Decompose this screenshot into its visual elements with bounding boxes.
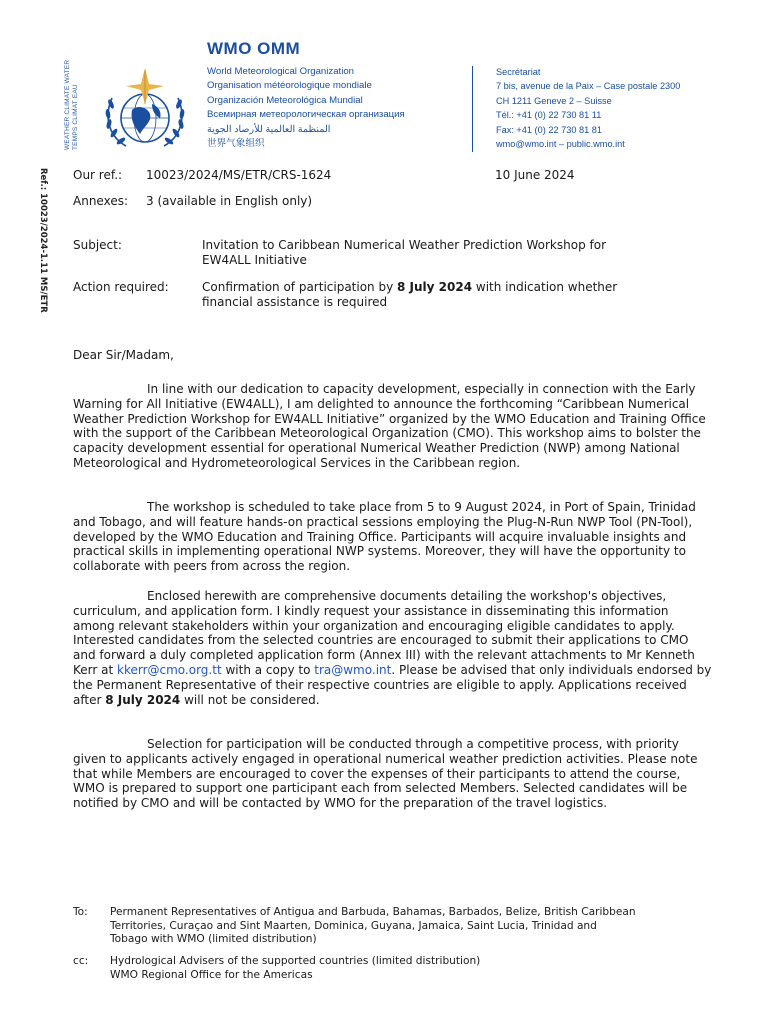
side-reference: Ref.: 10023/2024-1.11 MS/ETR: [38, 168, 48, 313]
paragraph-3: [73, 589, 713, 707]
org-name-fr: Organisation météorologique mondiale: [207, 80, 372, 92]
letter-date: 10 June 2024: [495, 168, 575, 182]
salutation: Dear Sir/Madam,: [73, 348, 174, 362]
subject-label: Subject:: [73, 238, 122, 252]
subject-line-2: EW4ALL Initiative: [202, 253, 307, 267]
cc-line-1: Hydrological Advisers of the supported countries (limited distribution): [110, 955, 481, 967]
paragraph-2-text: The workshop is scheduled to take place from 5 to 9 August 2024, in Port of Spain, Trinidad and Tobago, and will feature hands-on practical sessions employing the Plug-N-Run NWP Tool (PN-Tool), developed by the WMO Education and Training Office. Participants will acquire invaluable insights and practical skills in implementing operational NWP systems. Moreover, they will have the opportunity to collaborate with peers from across the region.: [73, 500, 696, 574]
to-line-2: Territories, Curaçao and Sint Maarten, Dominica, Guyana, Jamaica, Saint Lucia, Trinidad and: [110, 919, 597, 932]
p3-part-b: with a copy to: [221, 662, 315, 677]
vertical-motto: [64, 58, 90, 150]
org-name-zh: 世界气象组织: [207, 138, 265, 150]
secretariat-phone: Tél.: +41 (0) 22 730 81 11: [496, 110, 602, 121]
action-line-2: financial assistance is required: [202, 295, 388, 309]
motto-french: TEMPS CLIMAT EAU: [72, 84, 79, 150]
p3-part-a: Enclosed herewith are comprehensive documents detailing the workshop's objectives, curriculum, and application form. I kindly request your assistance in disseminating this information among relevant stakeholders within your organization and encouraging eligible candidates to apply. Interested candidates from the selected countries are encouraged to submit their applications to CMO and forward a duly completed application form (Annex III) with the relevant attachments to Mr Kenneth Kerr at: [73, 589, 695, 677]
paragraph-1: [73, 382, 713, 471]
org-name-es: Organización Meteorológica Mundial: [207, 94, 363, 106]
cc-line-2: WMO Regional Office for the Americas: [110, 968, 313, 981]
org-name-ar: المنظمة العالمية للأرصاد الجوية: [207, 123, 331, 135]
subject-line-1: Invitation to Caribbean Numerical Weather Prediction Workshop for: [202, 238, 606, 252]
action-post: with indication whether: [472, 280, 618, 294]
action-label: Action required:: [73, 280, 169, 294]
motto-english: WEATHER CLIMATE WATER: [64, 59, 71, 150]
our-ref-label: Our ref.:: [73, 168, 123, 182]
paragraph-3-text: [73, 589, 713, 707]
secretariat-title: Secrétariat: [496, 67, 541, 77]
paragraph-4: [73, 737, 713, 811]
org-name-en: World Meteorological Organization: [207, 66, 354, 77]
cmo-email-link[interactable]: kkerr@cmo.org.tt: [117, 662, 222, 677]
action-pre: Confirmation of participation by: [202, 280, 398, 294]
paragraph-1-text: In line with our dedication to capacity development, especially in connection with the Early Warning for All Initiative (EW4ALL), I am delighted to announce the forthcoming “Caribbean Numerical Weather Prediction Workshop for EW4ALL Initiative” organized by the WMO Education and Training Office with the support of the Caribbean Meteorological Organization (CMO). This workshop aims to bolster the capacity development essential for operational Numerical Weather Prediction (NWP) among National Meteorological and Hydrometeorological Services in the Caribbean region.: [73, 382, 706, 470]
wmo-emblem-icon: [92, 64, 198, 156]
cc-label: cc:: [73, 955, 89, 967]
org-name-ru: Всемирная метеорологическая организация: [207, 109, 405, 121]
to-label: To:: [73, 906, 88, 918]
secretariat-city: CH 1211 Geneve 2 – Suisse: [496, 95, 612, 106]
application-deadline: 8 July 2024: [105, 692, 181, 707]
annexes-value: 3 (available in English only): [146, 194, 313, 208]
p3-part-d: will not be considered.: [180, 692, 320, 707]
secretariat-address: [496, 65, 680, 151]
brand-title: WMO OMM: [207, 39, 301, 58]
paragraph-2: [73, 500, 713, 574]
our-ref-value: 10023/2024/MS/ETR/CRS-1624: [146, 168, 332, 182]
organization-names: [207, 65, 407, 151]
to-line-1: Permanent Representatives of Antigua and Barbuda, Bahamas, Barbados, Belize, British Caribbean: [110, 906, 636, 918]
paragraph-4-text: Selection for participation will be conducted through a competitive process, with priority given to applicants actively engaged in operational numerical weather prediction activities. Please note that while Members are encouraged to cover the expenses of their participants to attend the course, WMO is prepared to support one participant each from selected Members. Selected candidates will be notified by CMO and will be contacted by WMO for the preparation of the travel logistics.: [73, 737, 698, 811]
wmo-email-link[interactable]: tra@wmo.int: [314, 662, 392, 677]
to-recipients: [110, 906, 730, 947]
header-divider: [472, 66, 473, 152]
action-deadline: 8 July 2024: [397, 280, 473, 294]
cc-recipients: [110, 955, 730, 982]
action-line-1: [202, 280, 617, 295]
secretariat-web[interactable]: wmo@wmo.int – public.wmo.int: [496, 139, 625, 150]
secretariat-fax: Fax: +41 (0) 22 730 81 81: [496, 124, 602, 135]
to-line-3: Tobago with WMO (limited distribution): [110, 933, 317, 946]
annexes-label: Annexes:: [73, 194, 129, 208]
secretariat-street: 7 bis, avenue de la Paix – Case postale 2300: [496, 81, 681, 92]
p3-part-c: . Please be advised that only individuals endorsed by the Permanent Representative of their respective countries are eligible to apply. Applications received after: [73, 662, 712, 707]
